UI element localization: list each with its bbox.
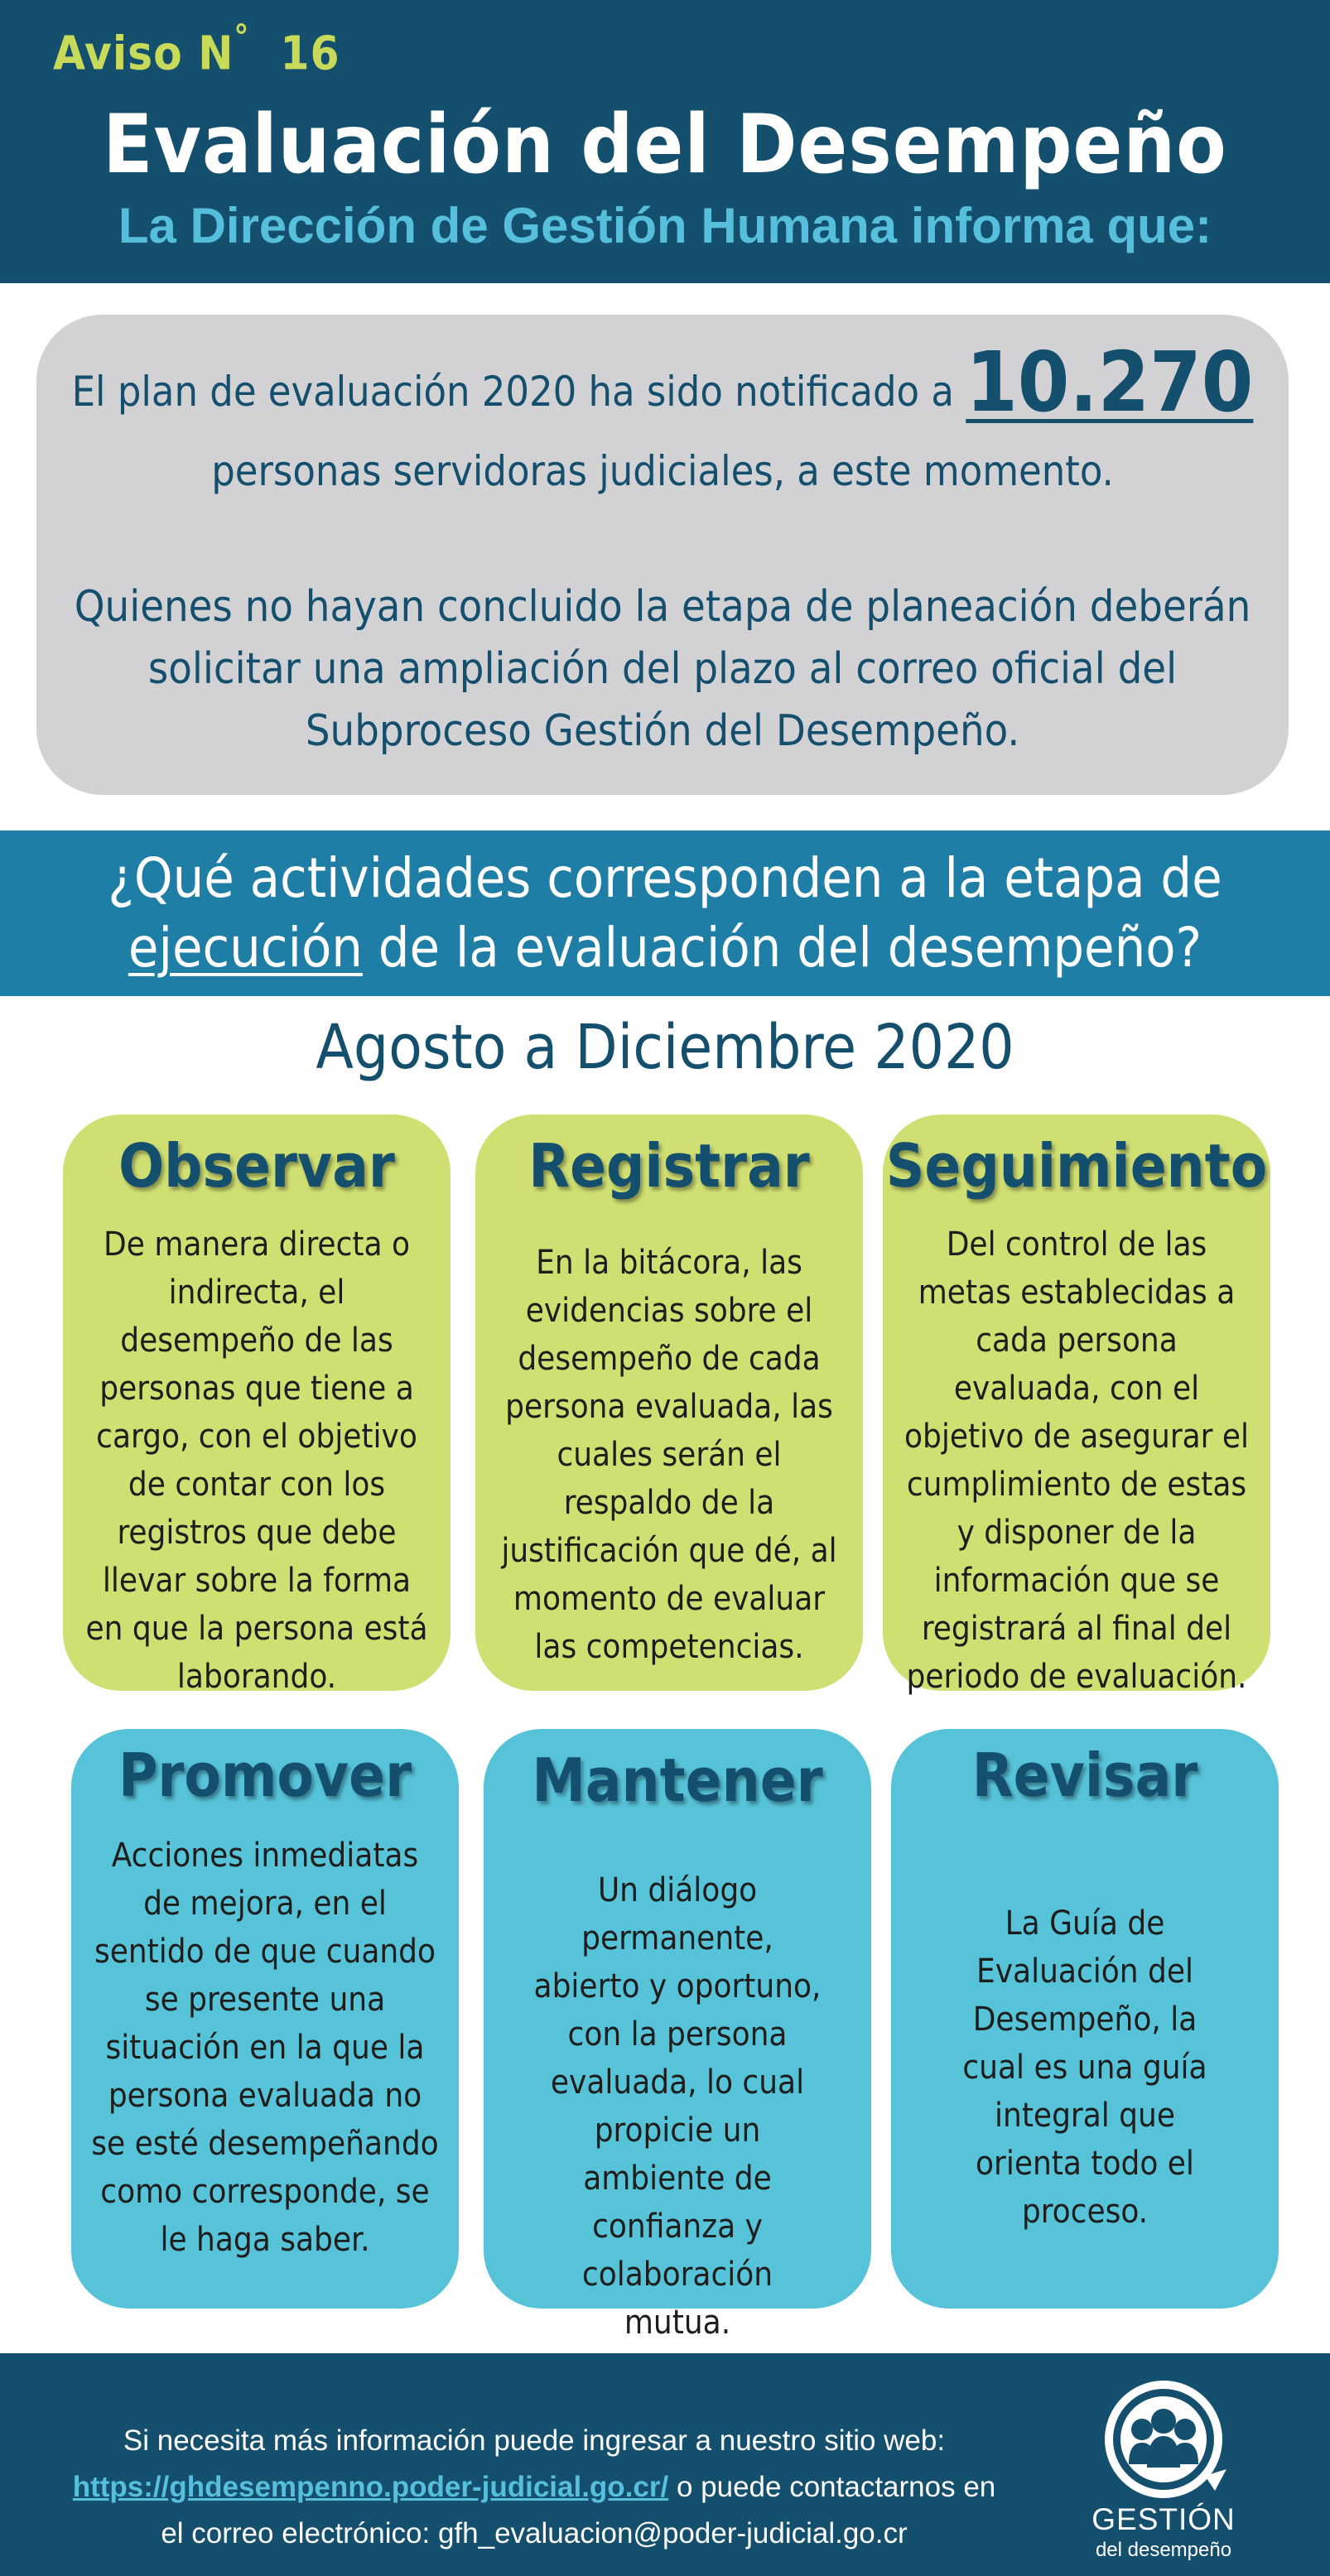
card-text: La Guía de Evaluación del Desempeño, la cual es una guía integral que orienta todo el proceso.: [962, 1904, 1207, 2231]
card-title: Seguimiento: [885, 1131, 1268, 1201]
card-observar: [63, 1115, 451, 1696]
card-text: Del control de las metas establecidas a cada persona evaluada, con el objetivo de asegurar el cumplimiento de estas y disponer de la información que se registrará al final del periodo de evaluación.: [904, 1225, 1250, 1696]
notified-count: 10.270: [966, 334, 1254, 431]
card-title: Observar: [118, 1131, 395, 1201]
page-subtitle: La Dirección de Gestión Humana informa que:: [118, 198, 1212, 253]
card-registrar: [475, 1115, 863, 1691]
card-title: Registrar: [528, 1131, 810, 1201]
card-title: Promover: [118, 1741, 412, 1810]
page-title: Evaluación del Desempeño: [103, 98, 1227, 192]
question-band: [0, 831, 1330, 996]
aviso-number: 16: [280, 26, 340, 81]
logo-name: GESTIÓN: [1091, 2502, 1236, 2536]
aviso-degree: °: [234, 18, 250, 56]
card-text: Un diálogo permanente, abierto y oportuno, con la persona evaluada, lo cual propicie un ambiente de confianza y colaboración mutua.: [533, 1871, 822, 2342]
notice-line1-text: El plan de evaluación 2020 ha sido notificado a: [71, 368, 954, 416]
card-text: En la bitácora, las evidencias sobre el desempeño de cada persona evaluada, las cuales serán el respaldo de la justificación que dé, al momento de evaluar las competencias.: [501, 1244, 837, 1666]
footer-email-line: el correo electrónico: gfh_evaluacion@poder-judicial.go.cr: [161, 2517, 908, 2550]
notice-line2: personas servidoras judiciales, a este momento.: [211, 447, 1114, 495]
card-title: Revisar: [971, 1741, 1198, 1810]
footer-line2: o puede contactarnos en: [676, 2471, 996, 2503]
card-seguimiento: [883, 1115, 1270, 1696]
period-heading: Agosto a Diciembre 2020: [316, 1012, 1014, 1083]
aviso-text: Aviso N: [53, 26, 234, 81]
card-title: Mantener: [532, 1745, 823, 1815]
footer: [0, 2353, 1330, 2576]
aviso-label: [53, 18, 340, 81]
notice-box: [36, 315, 1289, 795]
card-revisar: [891, 1729, 1279, 2309]
question-part1: ¿Qué actividades corresponden a la etapa de: [108, 846, 1222, 910]
footer-contact: [33, 2418, 1035, 2557]
question-part2: de la evaluación del desempeño?: [378, 916, 1202, 980]
card-mantener: [484, 1729, 871, 2342]
logo-sub: del desempeño: [1095, 2539, 1232, 2561]
question-underlined: ejecución: [128, 916, 363, 980]
card-text: Acciones inmediatas de mejora, en el sentido de que cuando se presente una situación en la que la persona evaluada no se esté desempeñando como corresponde, se le haga saber.: [91, 1837, 439, 2259]
website-link[interactable]: https://ghdesempenno.poder-judicial.go.cr/: [72, 2471, 669, 2503]
footer-line1: Si necesita más información puede ingresar a nuestro sitio web:: [123, 2424, 946, 2457]
notice-line1: [36, 334, 1289, 431]
header: [0, 0, 1330, 283]
card-text: De manera directa o indirecta, el desempeño de las personas que tiene a cargo, con el objetivo de contar con los registros que debe llevar sobre la forma en que la persona está laborando.: [85, 1225, 428, 1696]
card-promover: [71, 1729, 459, 2309]
gestion-logo: [1081, 2378, 1246, 2569]
notice-paragraph2: Quienes no hayan concluido la etapa de planeación deberán solicitar una ampliación del plazo al correo oficial del Subproceso Gestión del Desempeño.: [74, 582, 1251, 756]
people-circle-icon: [1081, 2378, 1246, 2502]
